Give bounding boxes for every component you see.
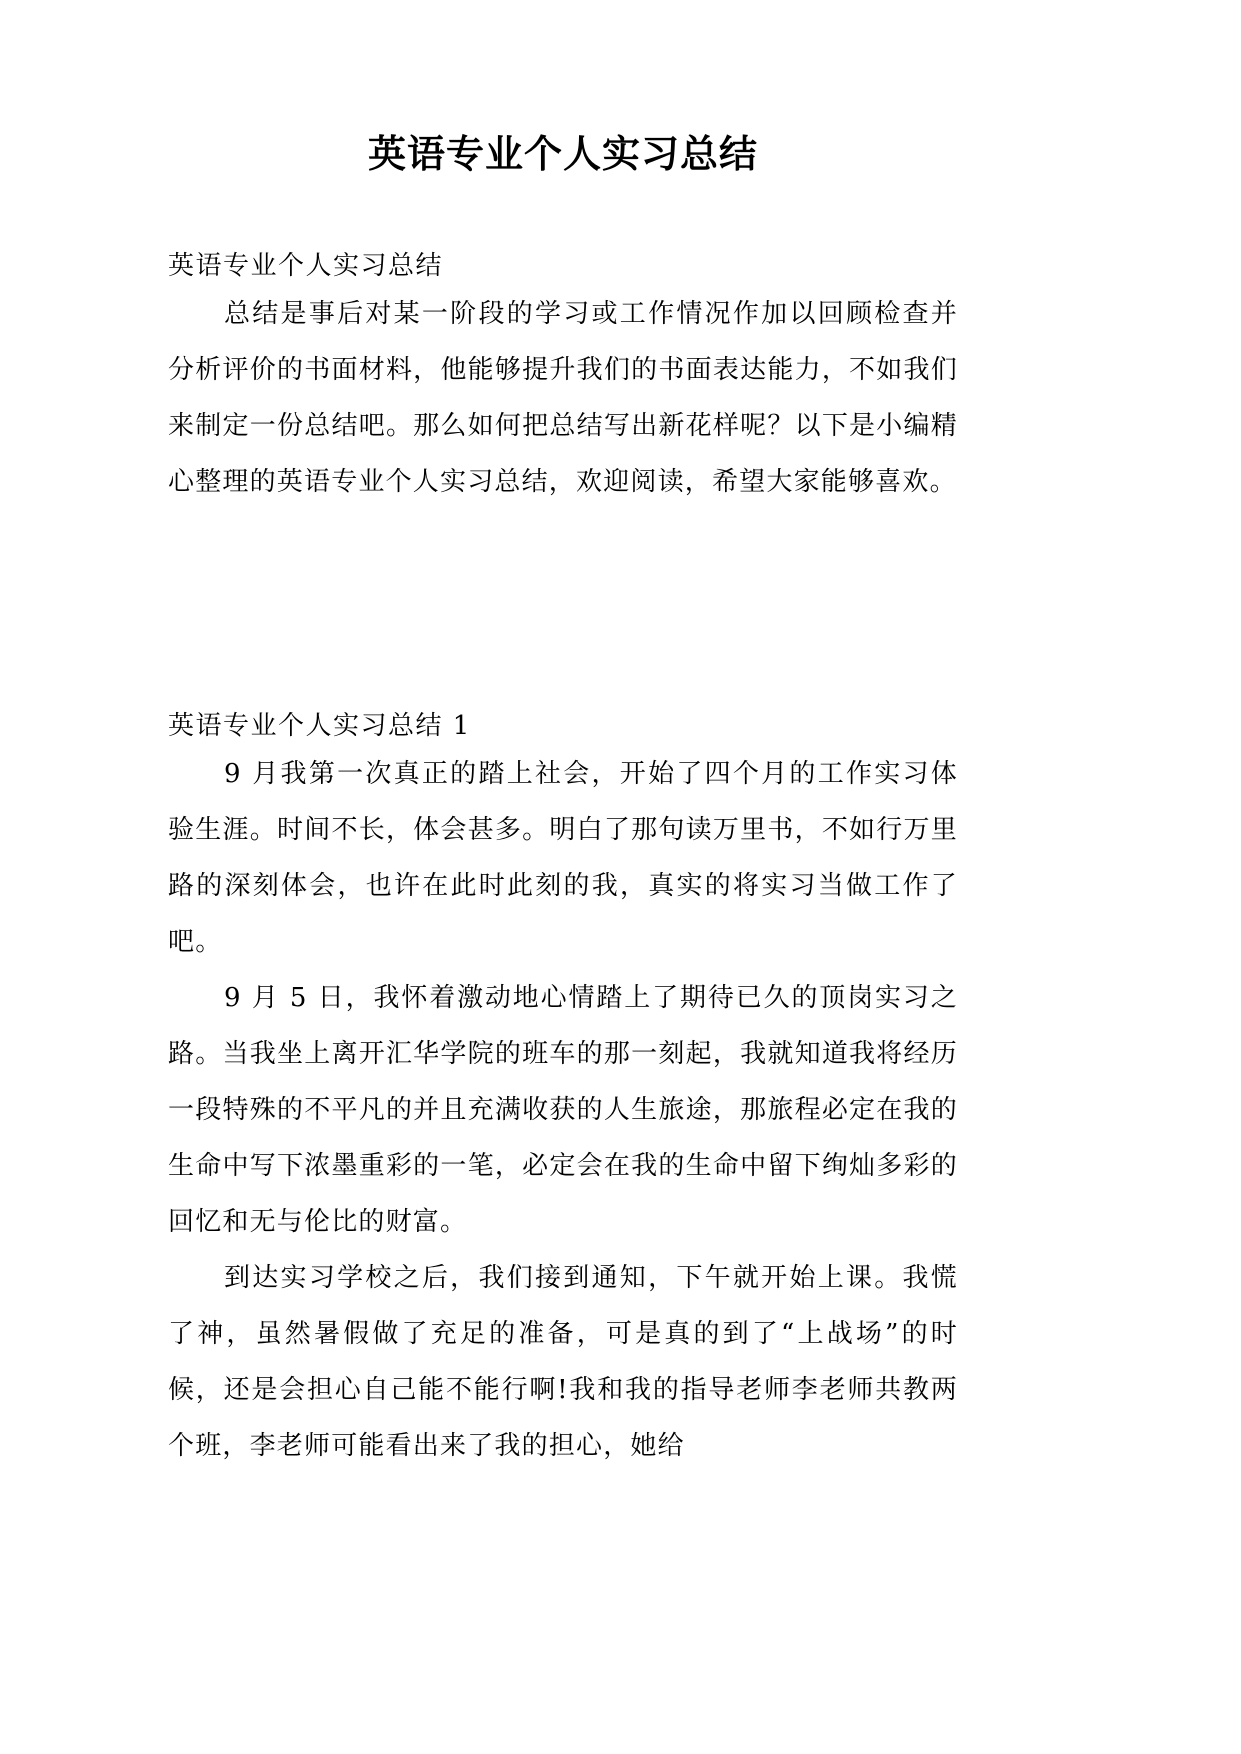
- document-body: [168, 0, 958, 1474]
- paragraph-3: 到达实习学校之后，我们接到通知，下午就开始上课。我慌了神，虽然暑假做了充足的准备，可是真的到了“上战场”的时候，还是会担心自己能不能行啊!我和我的指导老师李老师共教两个班，李老师可能看出来了我的担心，她给: [168, 1263, 958, 1461]
- section-spacer: [168, 510, 958, 628]
- intro-paragraph: 总结是事后对某一阶段的学习或工作情况作加以回顾检查并分析评价的书面材料，他能够提升我们的书面表达能力，不如我们来制定一份总结吧。那么如何把总结写出新花样呢？以下是小编精心整理的英语专业个人实习总结，欢迎阅读，希望大家能够喜欢。: [168, 299, 958, 497]
- page-title: 英语专业个人实习总结: [367, 132, 758, 176]
- intro-heading: 英语专业个人实习总结: [168, 251, 444, 281]
- paragraph-1: 9 月我第一次真正的踏上社会，开始了四个月的工作实习体验生涯。时间不长，体会甚多。明白了那句读万里书，不如行万里路的深刻体会，也许在此时此刻的我，真实的将实习当做工作了吧。: [168, 759, 958, 957]
- section-heading: 英语专业个人实习总结 1: [168, 711, 471, 741]
- paragraph-2: 9 月 5 日，我怀着激动地心情踏上了期待已久的顶岗实习之路。当我坐上离开汇华学院的班车的那一刻起，我就知道我将经历一段特殊的不平凡的并且充满收获的人生旅途，那旅程必定在我的生命中写下浓墨重彩的一笔，必定会在我的生命中留下绚灿多彩的回忆和无与伦比的财富。: [168, 983, 958, 1237]
